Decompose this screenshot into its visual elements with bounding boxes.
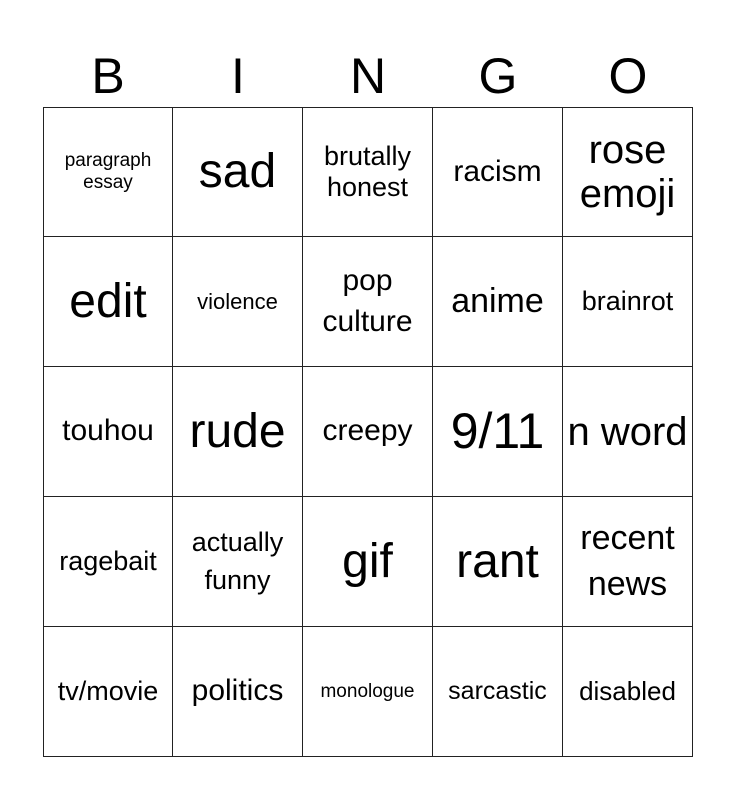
cell-text: anime xyxy=(451,281,544,320)
bingo-cell[interactable] xyxy=(303,367,433,497)
cell-text: politics xyxy=(191,674,284,708)
bingo-cell[interactable] xyxy=(433,237,563,367)
cell-text: recent news xyxy=(580,518,675,603)
header-letter-b: B xyxy=(91,48,125,104)
bingo-header xyxy=(43,46,693,106)
bingo-cell[interactable] xyxy=(173,237,303,367)
bingo-cell[interactable] xyxy=(43,237,173,367)
bingo-cell[interactable] xyxy=(433,367,563,497)
cell-text: sarcastic xyxy=(448,677,547,706)
bingo-cell[interactable] xyxy=(303,497,433,627)
cell-text: gif xyxy=(342,534,393,588)
header-letter-o: O xyxy=(608,48,648,104)
bingo-cell[interactable] xyxy=(563,627,693,757)
bingo-cell[interactable] xyxy=(173,107,303,237)
cell-text: edit xyxy=(69,274,147,328)
bingo-cell[interactable] xyxy=(173,367,303,497)
cell-text: ragebait xyxy=(59,545,157,576)
bingo-cell[interactable] xyxy=(43,367,173,497)
bingo-cell[interactable] xyxy=(563,107,693,237)
bingo-cell[interactable] xyxy=(303,237,433,367)
cell-text: brainrot xyxy=(581,285,674,316)
cell-text: tv/movie xyxy=(57,675,159,706)
bingo-cell[interactable] xyxy=(43,627,173,757)
header-letter-n: N xyxy=(349,48,387,104)
bingo-cell[interactable] xyxy=(433,627,563,757)
header-letter-i: I xyxy=(231,48,245,104)
cell-text: creepy xyxy=(322,414,413,448)
cell-text: paragraph essay xyxy=(64,150,152,193)
bingo-cell[interactable] xyxy=(563,367,693,497)
bingo-cell[interactable] xyxy=(563,237,693,367)
cell-text: rose emoji xyxy=(579,128,676,216)
cell-text: actually funny xyxy=(191,526,284,595)
cell-text: pop culture xyxy=(322,264,413,338)
cell-text: monologue xyxy=(320,680,415,702)
bingo-cell[interactable] xyxy=(303,627,433,757)
cell-text: sad xyxy=(198,145,277,199)
bingo-board xyxy=(43,107,693,757)
bingo-cell[interactable] xyxy=(43,107,173,237)
bingo-cell[interactable] xyxy=(43,497,173,627)
bingo-cell[interactable] xyxy=(303,107,433,237)
cell-text: rude xyxy=(189,404,286,458)
cell-text: brutally honest xyxy=(323,140,412,202)
bingo-cell[interactable] xyxy=(433,497,563,627)
cell-text: rant xyxy=(456,534,539,588)
bingo-cell[interactable] xyxy=(563,497,693,627)
cell-text: touhou xyxy=(62,414,154,448)
header-letter-g: G xyxy=(478,48,518,104)
cell-text: racism xyxy=(453,154,542,188)
bingo-cell[interactable] xyxy=(173,627,303,757)
bingo-cell[interactable] xyxy=(433,107,563,237)
cell-text: 9/11 xyxy=(450,402,545,459)
cell-text: n word xyxy=(567,409,688,454)
cell-text: disabled xyxy=(579,675,676,706)
cell-text: violence xyxy=(197,288,278,314)
bingo-cell[interactable] xyxy=(173,497,303,627)
